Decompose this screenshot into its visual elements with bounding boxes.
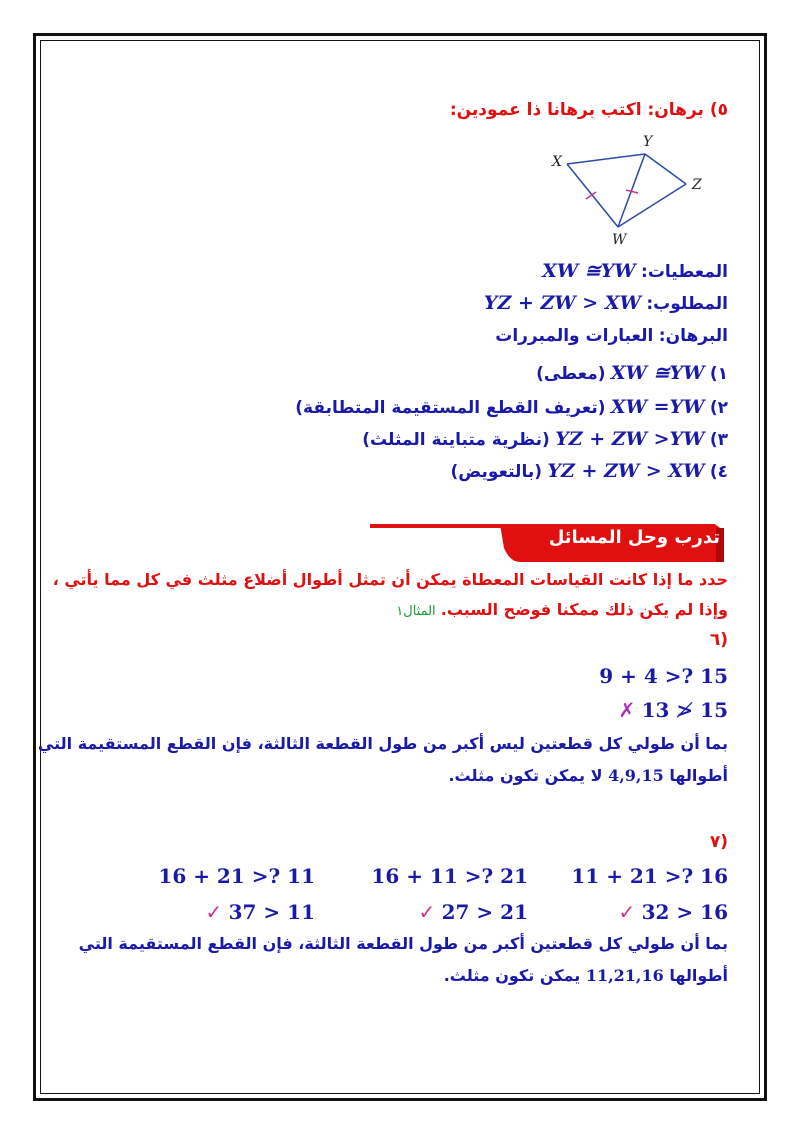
step-reason: (تعريف القطع المستقيمة المتطابقة) — [295, 398, 606, 418]
given-value: XW ≅YW — [542, 260, 636, 282]
required-line — [484, 292, 728, 314]
step-number: ٤) — [709, 462, 728, 482]
instructions-line1: حدد ما إذا كانت القياسات المعطاة يمكن أن تمثل أطوال أضلاع مثلث في كل مما يأتي ، — [52, 570, 728, 589]
problem7-check1-expr: 11 + 21 >? 16 — [571, 864, 728, 888]
problem7-conclusion2 — [444, 966, 728, 985]
problem6-number: ٦) — [709, 630, 728, 650]
problem7-check2-expr: 16 + 11 >? 21 — [371, 864, 528, 888]
given-label: المعطيات: — [641, 262, 728, 282]
problem6-expr2-wrap — [619, 698, 728, 722]
label-y: Y — [643, 134, 653, 150]
conclusion-numbers: 4,9,15 — [608, 766, 664, 785]
step-statement: XW =YW — [610, 396, 705, 418]
problem7-check3-expr: 16 + 21 >? 11 — [158, 864, 315, 888]
proof-label: البرهان: — [658, 326, 728, 346]
result-text: 37 > 11 — [228, 900, 315, 924]
segment-xy — [567, 154, 645, 164]
segment-yw — [618, 154, 645, 227]
proof-step-1 — [536, 362, 728, 384]
problem7-number: ٧) — [709, 832, 728, 852]
step-number: ٢) — [709, 398, 728, 418]
step-reason: (بالتعويض) — [450, 462, 542, 482]
problem6-conclusion1: بما أن طولي كل قطعتين ليس أكبر من طول القطعة الثالثة، فإن القطع المستقيمة التي — [37, 734, 728, 753]
check-mark-icon: ✓ — [205, 900, 223, 924]
problem6-conclusion2 — [448, 766, 728, 785]
problem6-expr1: 9 + 4 >? 15 — [599, 664, 728, 688]
problem7-check3-result — [206, 900, 315, 924]
step-statement: YZ + ZW >YW — [555, 428, 705, 450]
step-reason: (معطى) — [536, 364, 606, 384]
problem7-conclusion1: بما أن طولي كل قطعتين أكبر من طول القطعة الثالثة، فإن القطع المستقيمة التي — [78, 934, 728, 953]
step-number: ٣) — [709, 430, 728, 450]
label-w: W — [612, 232, 627, 248]
banner-title: تدرب وحل المسائل — [548, 527, 720, 548]
conclusion-prefix: أطوالها — [669, 966, 728, 985]
triangle-figure — [540, 132, 720, 250]
example-reference: المثال١ — [396, 604, 436, 619]
check-mark-icon: ✓ — [418, 900, 436, 924]
problem7-check2-result — [419, 900, 528, 924]
proof-columns: العبارات والمبررات — [495, 326, 654, 346]
result-text: 27 > 21 — [441, 900, 528, 924]
label-z: Z — [692, 177, 702, 193]
proof-step-2 — [295, 396, 728, 418]
instructions-line2-wrap — [396, 600, 728, 619]
segment-yz — [645, 154, 686, 184]
label-x: X — [552, 154, 562, 170]
step-statement: XW ≅YW — [610, 362, 705, 384]
step-number: ١) — [709, 364, 728, 384]
result-text: 32 > 16 — [641, 900, 728, 924]
step-reason: (نظرية متباينة المثلث) — [362, 430, 550, 450]
step-statement: YZ + ZW > XW — [547, 460, 705, 482]
conclusion-suffix: لا يمكن تكون مثلث. — [448, 766, 603, 785]
problem7-check1-result — [619, 900, 728, 924]
required-value: YZ + ZW > XW — [483, 292, 641, 314]
instructions-line2: وإذا لم يكن ذلك ممكنا فوضح السبب. — [440, 600, 728, 619]
cross-mark-icon: ✗ — [618, 698, 636, 722]
proof-line — [495, 326, 728, 346]
conclusion-prefix: أطوالها — [669, 766, 728, 785]
conclusion-numbers: 11,21,16 — [585, 966, 664, 985]
check-mark-icon: ✓ — [618, 900, 636, 924]
conclusion-suffix: يمكن تكون مثلث. — [443, 966, 581, 985]
proof-step-4 — [451, 460, 728, 482]
segment-xw — [567, 164, 618, 227]
problem6-expr2: 13 ≯ 15 — [641, 698, 728, 722]
given-line — [542, 260, 728, 282]
problem5-heading: ٥) برهان: اكتب برهانا ذا عمودين: — [449, 100, 728, 120]
proof-step-3 — [362, 428, 728, 450]
required-label: المطلوب: — [646, 294, 728, 314]
